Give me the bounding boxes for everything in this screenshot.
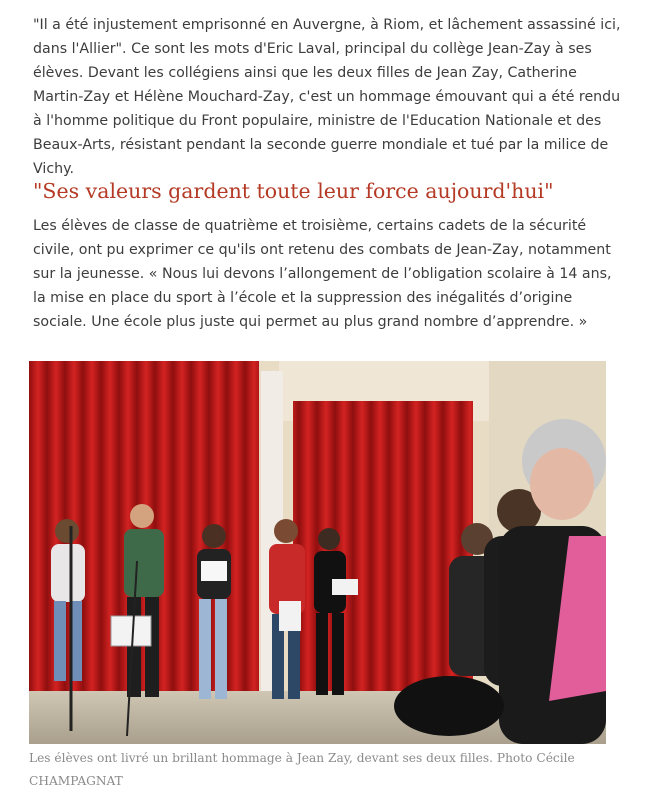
article-paragraph: "Il a été injustement emprisonné en Auvergne, à Riom, et lâchement assassiné ici, dans l'Allier". Ce sont les mots d'Eric Laval, principal du collège Jean-Zay à ses élèves. Devant les collégiens ainsi que les deux filles de Jean Zay, Catherine Martin-Zay et Hélène Mouchard-Zay, c'est un hommage émouvant qui a été rendu à l'homme politique du Front populaire, ministre de l'Education Nationale et des Beaux-Arts, résistant pendant la seconde guerre mondiale et tué par la milice de Vichy. [33, 17, 621, 177]
article-figure [29, 361, 606, 744]
article-photo[interactable] [29, 361, 606, 744]
photo-caption: Les élèves ont livré un brillant hommage à Jean Zay, devant ses deux filles. Photo Cécile CHAMPAGNAT [29, 751, 575, 788]
article-subheading: "Ses valeurs gardent toute leur force aujourd'hui" [33, 179, 554, 203]
article-paragraph: Les élèves de classe de quatrième et troisième, certains cadets de la sécurité civile, ont pu exprimer ce qu'ils ont retenu des combats de Jean-Zay, notamment sur la jeunesse. « Nous lui devons l’allongement de l’obligation scolaire à 14 ans, la mise en place du sport à l’école et la suppression des inégalités d’origine sociale. Une école plus juste qui permet au plus grand nombre d’apprendre. » [33, 218, 612, 330]
